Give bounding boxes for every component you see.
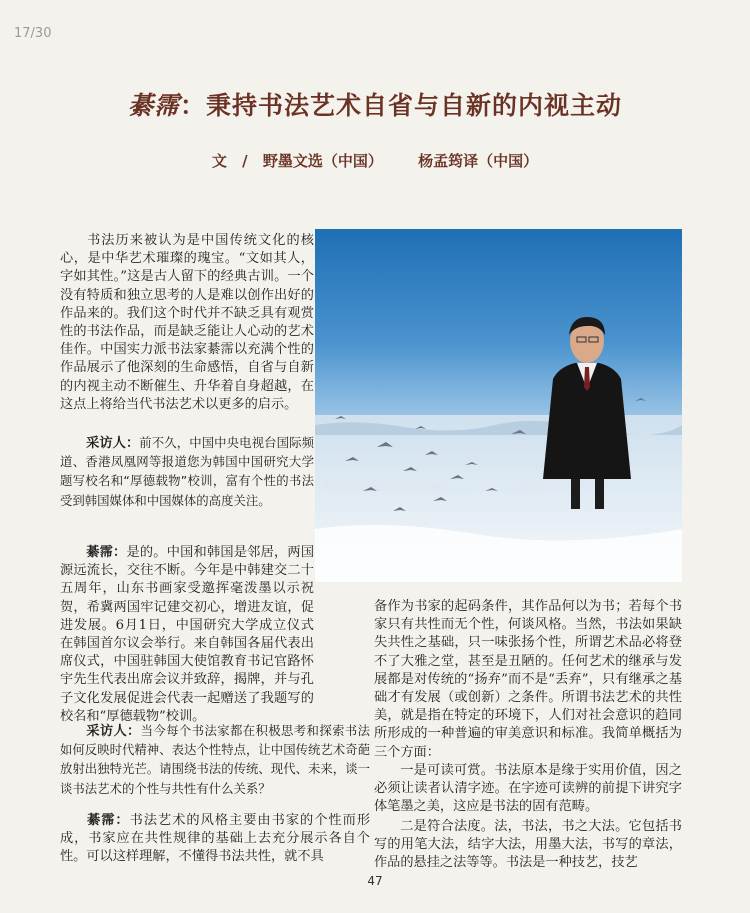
interviewee-label: 綦霈： — [86, 813, 130, 828]
right-column-text-2: 一是可读可赏。书法原本是缘于实用价值，因之必须让读者认清字迹。在字迹可读辨的前提下讲究字体笔墨之美，这应是书法的固有范畴。 — [374, 763, 682, 815]
question-2 — [60, 722, 370, 799]
interviewer-label: 采访人： — [86, 724, 141, 739]
right-column-paragraph-1 — [374, 598, 682, 762]
intro-paragraph — [60, 232, 314, 414]
question-1 — [60, 434, 314, 511]
intro-text: 书法历来被认为是中国传统文化的核心，是中华艺术璀璨的瑰宝。“文如其人，字如其性。”这是古人留下的经典古训。一个没有特质和独立思考的人是难以创作出好的作品来的。我们这个时代并不缺乏具有观赏性的书法作品，而是缺乏能让人心动的艺术佳作。中国实力派书法家綦霈以充满个性的作品展示了他深刻的生命感悟，自省与自新的内视主动不断催生、升华着自身超越，在这点上将给当代书法艺术以更多的启示。 — [60, 233, 314, 412]
article-title — [0, 86, 750, 122]
title-separator: ： — [179, 91, 206, 120]
seaside-portrait-image — [315, 229, 682, 582]
right-column-paragraph-2 — [374, 762, 682, 817]
page-number: 47 — [367, 874, 383, 888]
byline-author: 文 / 野墨文选（中国） — [211, 152, 383, 170]
answer-2 — [60, 812, 370, 867]
question-2-text: 当今每个书法家都在积极思考和探索书法如何反映时代精神、表达个性特点，让中国传统艺术奇葩放射出独特光芒。请围绕书法的传统、现代、未来，谈一谈书法艺术的个性与共性有什么关系？ — [60, 723, 371, 796]
byline — [0, 150, 750, 171]
byline-translator: 杨孟筠译（中国） — [418, 152, 539, 170]
page-counter: 17/30 — [14, 26, 52, 41]
title-main: 秉持书法艺术自省与自新的内视主动 — [206, 91, 623, 120]
interviewee-label: 綦霈： — [86, 545, 127, 560]
answer-1-top — [60, 544, 314, 726]
answer-2-text: 书法艺术的风格主要由书家的个性而形成，书家应在共性规律的基础上去充分展示各自个性。可以这样理解，不懂得书法共性，就不具 — [60, 813, 371, 865]
right-column-paragraph-3 — [374, 818, 682, 873]
question-1-text: 前不久，中国中央电视台国际频道、香港凤凰网等报道您为韩国中国研究大学题写校名和“厚德载物”校训，富有个性的书法受到韩国媒体和中国媒体的高度关注。 — [60, 435, 315, 508]
answer-1-text: 是的。中国和韩国是邻居，两国源远流长，交往不断。今年是中韩建交二十五周年，山东书画家受邀挥毫泼墨以示祝贺，希冀两国牢记建交初心，增进友谊，促进发展。6月1日，中国研究大学成立仪式在韩国首尔议会举行。来自韩国各届代表出席仪式，中国驻韩国大使馆教育书记官路怀宇先生代表出席会议并致辞，揭牌，并与孔子文化发展促进会代表一起赠送了我题写的校名和“厚德载物”校训。 — [60, 545, 315, 724]
article-photo — [315, 229, 682, 582]
title-author-name: 綦霈 — [127, 91, 180, 120]
right-column-text-3: 二是符合法度。法，书法，书之大法。它包括书写的用笔大法，结字大法，用墨大法，书写的章法，作品的悬挂之法等等。书法是一种技艺，技艺 — [374, 819, 682, 871]
interviewer-label: 采访人： — [86, 436, 140, 451]
right-column-text-1: 备作为书家的起码条件，其作品何以为书；若每个书家只有共性而无个性，何谈风格。当然，书法如果缺失共性之基础，只一味张扬个性，所谓艺术品必将登不了大雅之堂，甚至是丑陋的。任何艺术的继承与发展都是对传统的“扬弃”而不是“丢弃”，只有继承之基础才有发展（或创新）之条件。所谓书法艺术的共性美，就是指在特定的环境下，人们对社会意识的趋同所形成的一种普遍的审美意识和标准。我简单概括为三个方面： — [374, 599, 682, 760]
